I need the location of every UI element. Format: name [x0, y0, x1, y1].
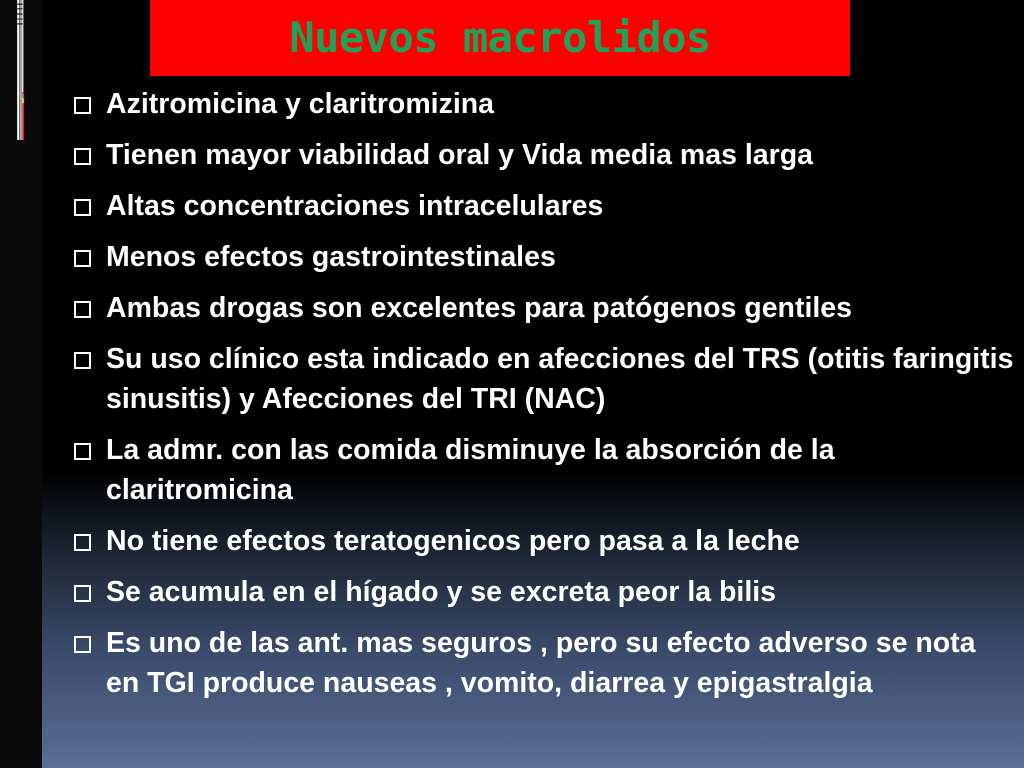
checkbox-square-icon: [74, 585, 91, 602]
bullet-item: Tienen mayor viabilidad oral y Vida media mas larga: [70, 135, 1015, 175]
checkbox-square-icon: [74, 148, 91, 165]
checkbox-square-icon: [74, 443, 91, 460]
decorative-left-strip: [0, 0, 42, 768]
bullet-item: Su uso clínico esta indicado en afecciones del TRS (otitis faringitis sinusitis) y Afecciones del TRI (NAC): [70, 339, 1015, 419]
checkbox-square-icon: [74, 534, 91, 551]
checkbox-square-icon: [74, 250, 91, 267]
slide-title: Nuevos macrolidos: [289, 13, 711, 62]
bullet-item: No tiene efectos teratogenicos pero pasa a la leche: [70, 521, 1015, 561]
bullet-item: Se acumula en el hígado y se excreta peor la bilis: [70, 572, 1015, 612]
checkbox-square-icon: [74, 636, 91, 653]
bullet-item: Menos efectos gastrointestinales: [70, 237, 1015, 277]
checkbox-square-icon: [74, 301, 91, 318]
bullet-item: La admr. con las comida disminuye la absorción de la claritromicina: [70, 430, 1015, 510]
checkbox-square-icon: [74, 199, 91, 216]
bullet-item: Es uno de las ant. mas seguros , pero su efecto adverso se nota en TGI produce nauseas , vomito, diarrea y epigastralgia: [70, 623, 1015, 703]
decorative-grid-icon: [0, 0, 42, 140]
bullet-list: [70, 84, 1015, 714]
bullet-item: Altas concentraciones intracelulares: [70, 186, 1015, 226]
checkbox-square-icon: [74, 352, 91, 369]
bullet-item: Ambas drogas son excelentes para patógenos gentiles: [70, 288, 1015, 328]
checkbox-square-icon: [74, 97, 91, 114]
bullet-item: Azitromicina y claritromizina: [70, 84, 1015, 124]
